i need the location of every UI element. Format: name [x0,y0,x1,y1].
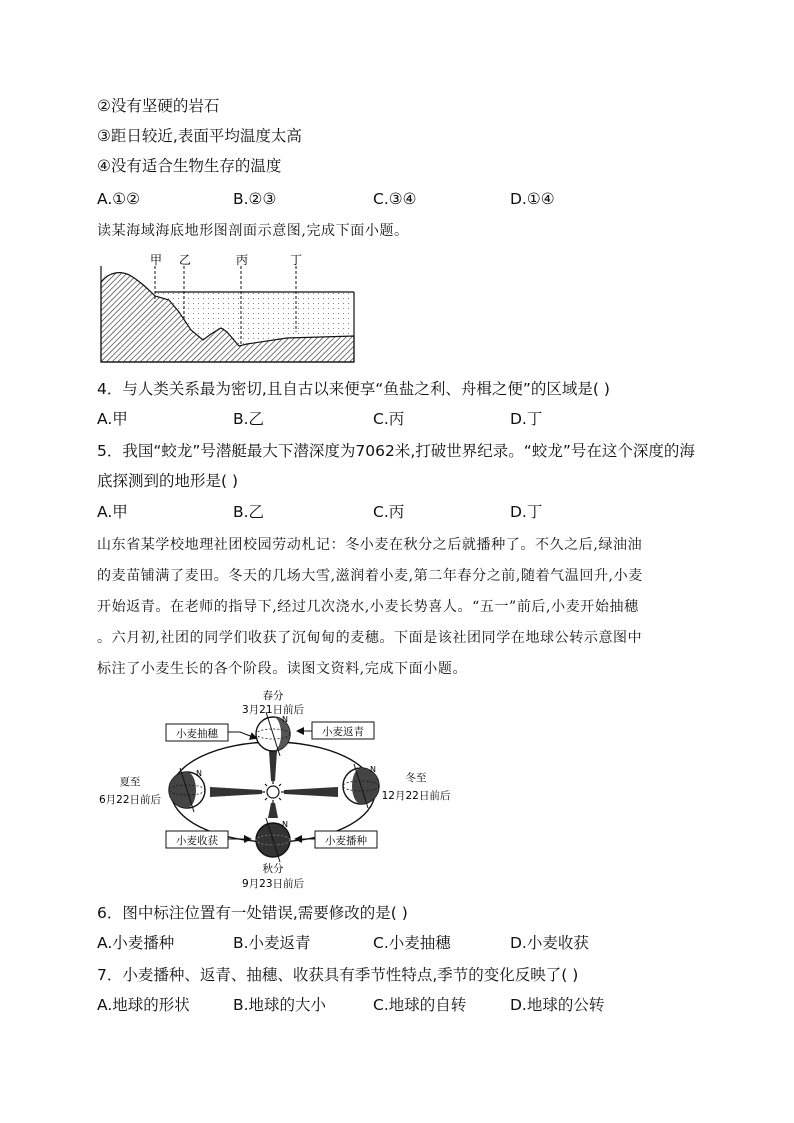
ray-down [268,803,278,818]
option-a[interactable]: A.甲 [97,410,128,428]
label-ding: 丁 [289,253,303,267]
seafloor-intro: 读某海域海底地形图剖面示意图,完成下面小题。 [97,223,409,239]
statement-4: ④没有适合生物生存的温度 [97,157,282,175]
label-yi: 乙 [178,253,192,267]
label-heading: 小麦抽穗 [176,728,218,740]
spring-equinox-date: 3月21日前后 [241,704,305,716]
option-c[interactable]: C.丙 [373,503,405,521]
seafloor-profile-figure [97,252,359,366]
n-mark-spring: N [282,715,288,724]
option-c[interactable]: C.小麦抽穗 [373,934,451,952]
option-d[interactable]: D.小麦收获 [510,934,589,952]
summer-solstice-name: 夏至 [119,776,141,788]
statement-2: ②没有坚硬的岩石 [97,97,220,115]
option-b[interactable]: B.②③ [233,190,277,208]
summer-solstice-date: 6月22日前后 [98,794,162,806]
option-c[interactable]: C.地球的自转 [373,996,467,1014]
question-5-line-1: 5．我国“蛟龙”号潜艇最大下潜深度为7062米,打破世界纪录。“蛟龙”号在这个深度的海 [97,442,695,460]
option-d[interactable]: D.丁 [510,410,543,428]
winter-solstice-date: 12月22日前后 [381,790,451,802]
label-sowing: 小麦播种 [325,835,367,847]
option-b[interactable]: B.小麦返青 [233,934,311,952]
autumn-equinox-name: 秋分 [262,863,284,875]
label-jia: 甲 [149,253,163,267]
passage-line-1: 山东省某学校地理社团校园劳动札记：冬小麦在秋分之后就播种了。不久之后,绿油油 [97,537,643,553]
question-6: 6．图中标注位置有一处错误,需要修改的是( ) [97,904,408,922]
option-a[interactable]: A.地球的形状 [97,996,190,1014]
ray-left [210,787,262,797]
option-b[interactable]: B.乙 [233,410,265,428]
option-d[interactable]: D.丁 [510,503,543,521]
option-c[interactable]: C.③④ [373,190,417,208]
sun-icon [262,781,284,803]
label-harvest: 小麦收获 [176,835,218,847]
ray-right [284,787,338,797]
option-a[interactable]: A.甲 [97,503,128,521]
option-c[interactable]: C.丙 [373,410,405,428]
option-a[interactable]: A.小麦播种 [97,934,175,952]
n-mark-autumn: N [282,820,288,829]
passage-line-4: 。六月初,社团的同学们收获了沉甸甸的麦穗。下面是该社团同学在地球公转示意图中 [97,630,643,646]
n-mark-summer: N [196,769,202,778]
passage-line-3: 开始返青。在老师的指导下,经过几次浇水,小麦长势喜人。“五一”前后,小麦开始抽穗 [97,599,639,615]
option-d[interactable]: D.①④ [510,190,555,208]
label-bing: 丙 [235,253,249,267]
option-a[interactable]: A.①② [97,190,141,208]
option-b[interactable]: B.乙 [233,503,265,521]
pointer-heading [228,732,256,738]
spring-equinox-name: 春分 [262,690,284,702]
question-4: 4．与人类关系最为密切,且自古以来便享“鱼盐之利、舟楫之便”的区域是( ) [97,380,610,398]
statement-3: ③距日较近,表面平均温度太高 [97,127,302,145]
winter-solstice-name: 冬至 [405,772,427,784]
passage-line-5: 标注了小麦生长的各个阶段。读图文资料,完成下面小题。 [97,661,468,677]
autumn-equinox-date: 9月23日前后 [241,878,305,890]
passage-line-2: 的麦苗铺满了麦田。冬天的几场大雪,滋润着小麦,第二年春分之前,随着气温回升,小麦 [97,568,643,584]
n-mark-winter: N [370,765,376,774]
question-5-line-2: 底探测到的地形是( ) [97,472,239,490]
option-d[interactable]: D.地球的公转 [510,996,605,1014]
orbit-figure [90,686,470,896]
label-greening: 小麦返青 [322,726,364,738]
option-b[interactable]: B.地球的大小 [233,996,327,1014]
question-7: 7．小麦播种、返青、抽穗、收获具有季节性特点,季节的变化反映了( ) [97,966,579,984]
